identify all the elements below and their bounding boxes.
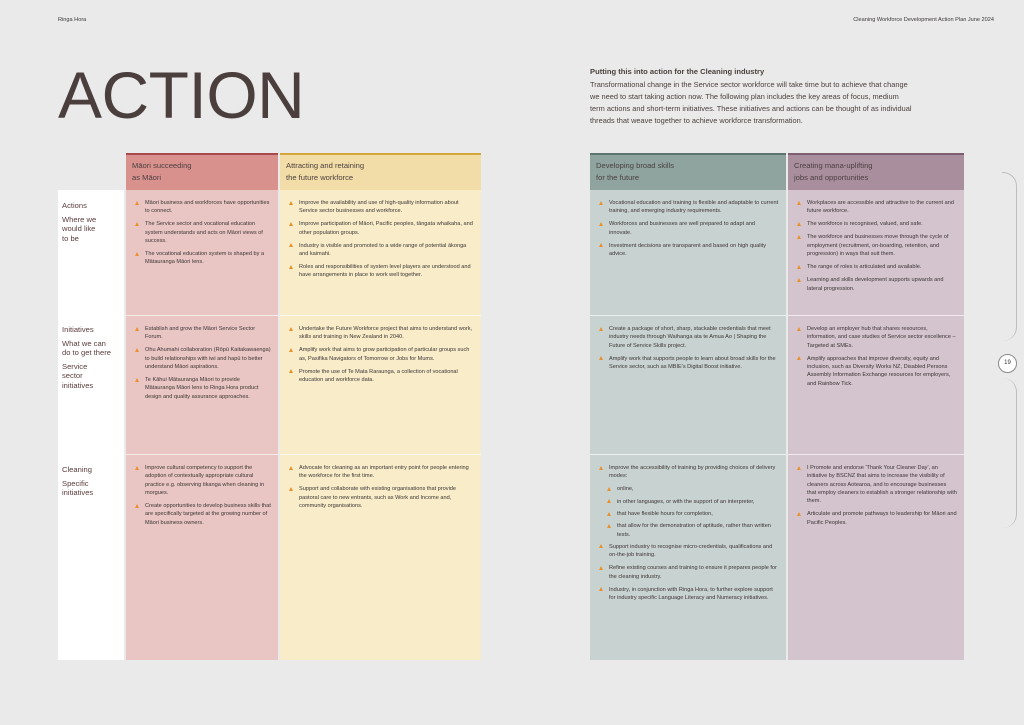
row-label-title: Cleaning <box>62 465 92 474</box>
running-header-right: Cleaning Workforce Development Action Plan June 2024 <box>853 17 994 23</box>
list-item: Support and collaborate with existing organisations that provide pastoral care to new entrants, such as Work and Income and, community organisations. <box>287 485 474 510</box>
list-item: Amplify approaches that improve diversity, equity and inclusion, such as Diversity Works NZ, Disabled Persons Assembly Information Exchange resources for employers, and Rainbow Tick. <box>795 355 957 388</box>
intro-line: term actions and short-term initiatives. These initiatives and actions can be thought of as individual <box>590 104 912 113</box>
actions-cell <box>788 190 964 315</box>
list-item: I Promote and endorse 'Thank Your Cleaner Day', an initiative by BSCNZ that aims to increase the visibility of cleaners across Aotearoa, and to encourage businesses that employ cleaners to establish a stronger relationship with them. <box>795 464 957 505</box>
list-item: The range of roles is articulated and available. <box>795 263 957 271</box>
list-item: Investment decisions are transparent and based on high quality advice. <box>597 242 779 259</box>
list-item: Ohu Ahumahi collaboration (Rōpū Kaitakawaenga) to build relationships with iwi and hapū to better understand Māori aspirations. <box>133 346 271 371</box>
actions-cell <box>590 190 786 315</box>
column-broad-skills <box>590 153 786 660</box>
list-item: Develop an employer hub that shares resources, information, and case studies of Service sector excellence – Targeted at SMEs. <box>795 325 957 350</box>
actions-cell <box>126 190 278 315</box>
cleaning-cell <box>788 455 964 660</box>
page-title: ACTION <box>58 58 305 132</box>
intro-line: threads that weave together to achieve workforce transformation. <box>590 116 803 125</box>
column-heading: Creating mana-uplifting jobs and opportunities <box>788 153 964 190</box>
list-item: Improve cultural competency to support the adoption of contextually appropriate cultural practice e.g. observing tikanga when cleaning in morgues. <box>133 464 271 497</box>
cleaning-cell <box>280 455 481 660</box>
list-item: Create opportunities to develop business skills that are specifically targeted at the growing number of Māori business owners. <box>133 502 271 527</box>
row-label-subtitle: Where we would like to be <box>62 214 97 243</box>
list-subitem: that have flexible hours for completion, <box>597 510 779 518</box>
list-subitem: online, <box>597 485 779 493</box>
initiatives-cell <box>788 316 964 454</box>
row-labels <box>58 190 124 660</box>
column-mana-uplifting <box>788 153 964 660</box>
intro-line: we need to start taking action now. The following plan includes the key areas of focus, medium <box>590 92 899 101</box>
list-item: Amplify work that aims to grow participation of particular groups such as, Pasifika Navigators of Tomorrow or Jobs for Mums. <box>287 346 474 363</box>
page-edge-line-top <box>1002 172 1017 341</box>
list-item: The workforce is recognised, valued, and safe. <box>795 220 957 228</box>
list-item: Improve the availability and use of high-quality information about Service sector businesses and workforce. <box>287 199 474 216</box>
list-item: Learning and skills development supports upwards and lateral progression. <box>795 276 957 293</box>
list-item: Te Kāhui Mātauranga Māori to provide Mātauranga Māori lens to Ringa Hora product design and quality assurance approaches. <box>133 376 271 401</box>
list-subitem: that allow for the demonstration of aptitude, rather than written tests. <box>597 522 779 539</box>
list-item: Workforces and businesses are well prepared to adapt and innovate. <box>597 220 779 237</box>
list-item: Improve the accessibility of training by providing choices of delivery modes: <box>597 464 779 481</box>
row-label-subtitle: Specific initiatives <box>62 478 94 498</box>
row-label-title: Initiatives <box>62 325 94 334</box>
cleaning-cell <box>126 455 278 660</box>
list-item: The vocational education system is shaped by a Mātauranga Māori lens. <box>133 250 271 267</box>
intro-block <box>590 67 940 127</box>
list-item: Workplaces are accessible and attractive to the current and future workforce. <box>795 199 957 216</box>
list-item: Māori business and workforces have opportunities to connect. <box>133 199 271 216</box>
actions-cell <box>280 190 481 315</box>
column-maori <box>126 153 278 660</box>
list-item: Industry, in conjunction with Ringa Hora, to further explore support for industry specific Language Literacy and Numeracy initiatives. <box>597 586 779 603</box>
page-edge-line-bottom <box>1002 378 1017 528</box>
intro-heading: Putting this into action for the Cleaning industry <box>590 67 765 76</box>
row-label-title: Actions <box>62 201 87 210</box>
initiatives-cell <box>126 316 278 454</box>
list-item: Create a package of short, sharp, stackable credentials that meet industry needs through Waihanga ata te Amua Ao | Shaping the Future of Service Skills project. <box>597 325 779 350</box>
row-label-subtitle: What we can do to get there <box>62 338 111 358</box>
list-item: Advocate for cleaning as an important entry point for people entering the workforce for the first time. <box>287 464 474 481</box>
initiatives-cell <box>280 316 481 454</box>
list-item: Vocational education and training is flexible and adaptable to current training, and emerging industry requirements. <box>597 199 779 216</box>
cleaning-cell <box>590 455 786 660</box>
row-label-cleaning <box>62 465 122 502</box>
column-heading: Māori succeeding as Māori <box>126 153 278 190</box>
list-item: Support industry to recognise micro-credentials, qualifications and on-the-job training. <box>597 543 779 560</box>
list-item: The Service sector and vocational education system understands and acts on Māori views of success. <box>133 220 271 245</box>
list-item: Promote the use of Te Mata Raraunga, a collection of vocational education and workforce data. <box>287 368 474 385</box>
list-item: Amplify work that supports people to learn about broad skills for the Service sector, such as MBIE's Digital Boost initiative. <box>597 355 779 372</box>
list-item: Refine existing courses and training to ensure it prepares people for the cleaning industry. <box>597 564 779 581</box>
list-item: Establish and grow the Māori Service Sector Forum. <box>133 325 271 342</box>
intro-text <box>590 79 940 127</box>
list-subitem: in other languages, or with the support of an interpreter, <box>597 498 779 506</box>
row-label-actions <box>62 201 122 247</box>
list-item: Roles and responsibilities of system level players are understood and have arrangements in place to work well together. <box>287 263 474 280</box>
column-heading: Attracting and retaining the future workforce <box>280 153 481 190</box>
row-label-initiatives <box>62 325 122 395</box>
column-attracting <box>280 153 481 660</box>
list-item: Industry is visible and promoted to a wide range of potential ākonga and kaimahi. <box>287 242 474 259</box>
list-item: Articulate and promote pathways to leadership for Māori and Pacific Peoples. <box>795 510 957 527</box>
list-item: The workforce and businesses move through the cycle of employment (recruitment, on-boarding, retention, and progression) in ways that suit them. <box>795 233 957 258</box>
row-label-subtitle: Service sector initiatives <box>62 361 94 390</box>
running-header-left: Ringa Hora <box>58 17 87 23</box>
page-number: 19 <box>998 354 1017 373</box>
intro-line: Transformational change in the Service sector workforce will take time but to achieve that change <box>590 80 908 89</box>
list-item: Undertake the Future Workforce project that aims to understand work, skills and training in New Zealand in 2040. <box>287 325 474 342</box>
column-heading: Developing broad skills for the future <box>590 153 786 190</box>
list-item: Improve participation of Māori, Pacific peoples, tāngata whaikaha, and other population groups. <box>287 220 474 237</box>
initiatives-cell <box>590 316 786 454</box>
